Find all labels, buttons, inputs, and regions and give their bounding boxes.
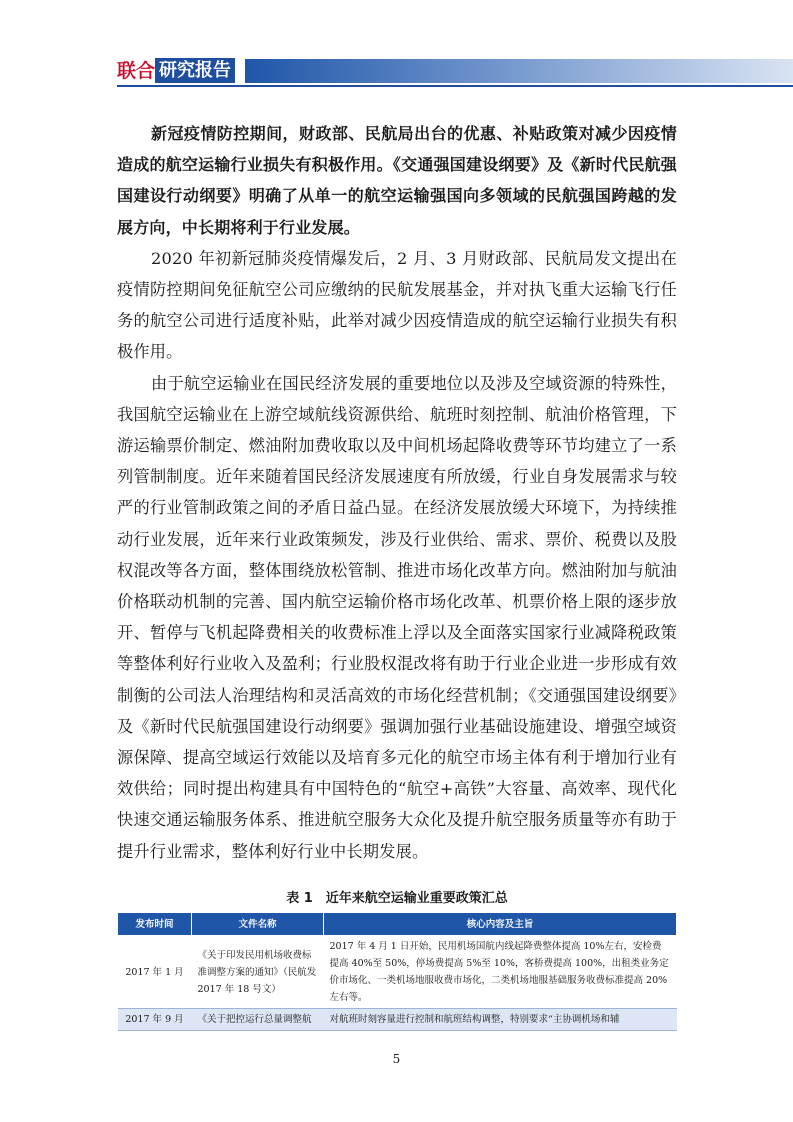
cell-name: 《关于把控运行总量调整航: [192, 1009, 324, 1031]
table-header-row: [118, 913, 677, 936]
brand-logo-part2: 研究报告: [155, 58, 235, 83]
body-paragraph: 由于航空运输业在国民经济发展的重要地位以及涉及空域资源的特殊性，我国航空运输业在上游空域航线资源供给、航班时刻控制、航油价格管理，下游运输票价制定、燃油附加费收取以及中间机场起降收费等环节均建立了一系列管制制度。近年来随着国民经济发展速度有所放缓，行业自身发展需求与较严的行业管制政策之间的矛盾日益凸显。在经济发展放缓大环境下，为持续推动行业发展，近年来行业政策频发，涉及行业供给、需求、票价、税费以及股权混改等各方面，整体围绕放松管制、推进市场化改革方向。燃油附加与航油价格联动机制的完善、国内航空运输价格市场化改革、机票价格上限的逐步放开、暂停与飞机起降费相关的收费标准上浮以及全面落实国家行业减降税政策等整体利好行业收入及盈利；行业股权混改将有助于行业企业进一步形成有效制衡的公司法人治理结构和灵活高效的市场化经营机制；《交通强国建设纲要》及《新时代民航强国建设行动纲要》强调加强行业基础设施建设、增强空域资源保障、提高空域运行效能以及培育多元化的航空市场主体有利于增加行业有效供给；同时提出构建具有中国特色的“航空+高铁”大容量、高效率、现代化快速交通运输服务体系、推进航空服务大众化及提升航空服务质量等亦有助于提升行业需求，整体利好行业中长期发展。: [117, 373, 677, 861]
column-header-date: 发布时间: [118, 913, 192, 936]
column-header-content: 核心内容及主旨: [324, 913, 677, 936]
header-rule: [117, 85, 793, 87]
cell-date: 2017 年 1 月: [118, 936, 192, 1009]
table-row: [118, 1009, 677, 1031]
summary-paragraph: 新冠疫情防控期间，财政部、民航局出台的优惠、补贴政策对减少因疫情造成的航空运输行业损失有积极作用。《交通强国建设纲要》及《新时代民航强国建设行动纲要》明确了从单一的航空运输强国向多领域的民航强国跨越的发展方向，中长期将利于行业发展。: [117, 124, 677, 237]
cell-date: 2017 年 9 月: [118, 1009, 192, 1031]
body-text: [117, 118, 677, 867]
table-caption: 表 1 近年来航空运输业重要政策汇总: [286, 891, 508, 906]
page-number: 5: [392, 1052, 401, 1066]
cell-content: 对航班时刻容量进行控制和航班结构调整，特别要求“主协调机场和辅: [324, 1009, 677, 1031]
brand-logo-part1: 联合: [117, 60, 156, 82]
table-row: [118, 936, 677, 1009]
body-paragraph: 2020 年初新冠肺炎疫情爆发后，2 月、3 月财政部、民航局发文提出在疫情防控期间免征航空公司应缴纳的民航发展基金，并对执飞重大运输飞行任务的航空公司进行适度补贴，此举对减少因疫情造成的航空运输行业损失有积极作用。: [117, 248, 677, 362]
report-header: [117, 57, 717, 85]
policy-table: [117, 912, 677, 1031]
column-header-name: 文件名称: [192, 913, 324, 936]
cell-content: 2017 年 4 月 1 日开始，民用机场国航内线起降费整体提高 10%左右，安检费提高 40%至 50%，停场费提高 5%至 10%，客桥费提高 100%，出租类业务定价市场化、一类机场地服收费市场化，二类机场地服基础服务收费标准提高 20%左右等。: [324, 936, 677, 1009]
header-gradient-bar: [245, 59, 793, 83]
cell-name: 《关于印发民用机场收费标准调整方案的通知》（民航发 2017 年 18 号文）: [192, 936, 324, 1009]
